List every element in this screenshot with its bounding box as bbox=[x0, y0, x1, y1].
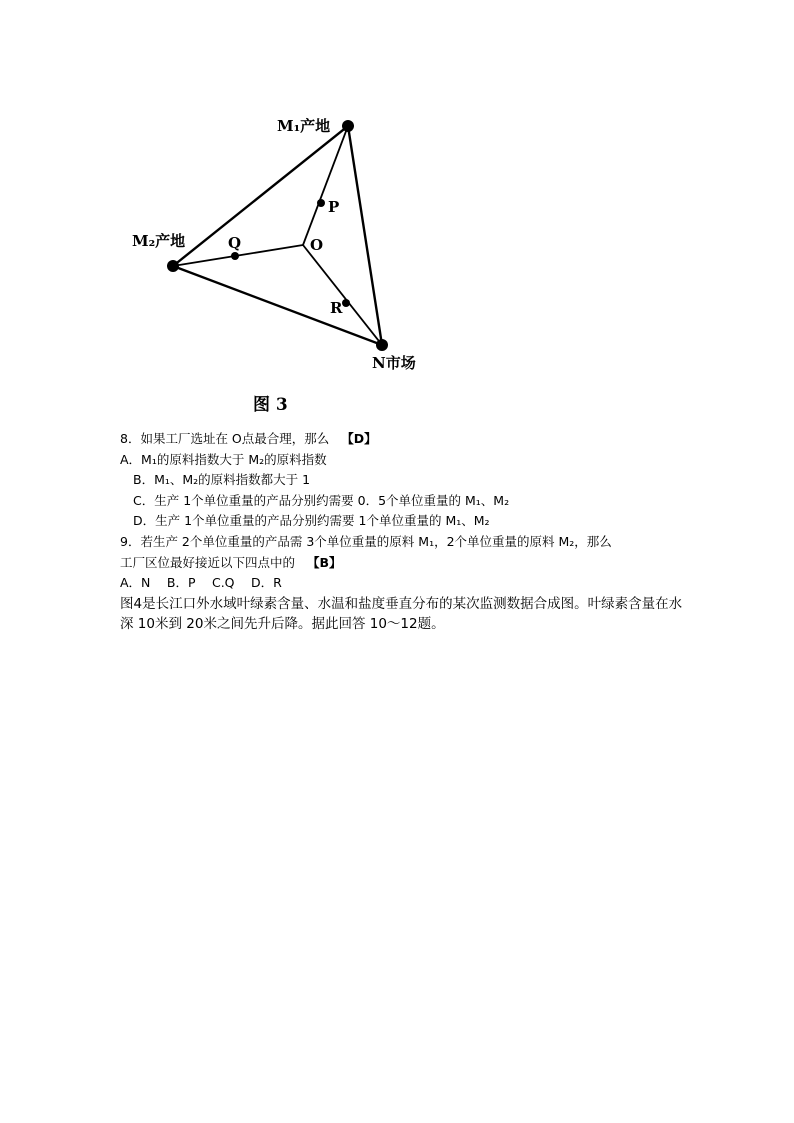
q9-stem-line1: 9．若生产 2个单位重量的产品需 3个单位重量的原料 M₁，2个单位重量的原料 M₂，那么 bbox=[120, 533, 612, 549]
location-triangle-figure bbox=[120, 108, 450, 428]
question-text bbox=[120, 429, 690, 634]
q8-option-b: B．M₁、M₂的原料指数都大于 1 bbox=[133, 472, 311, 488]
q9-stem-line2: 工厂区位最好接近以下四点中的 bbox=[120, 554, 296, 570]
side-m1-n bbox=[348, 126, 382, 345]
label-o: O bbox=[310, 236, 324, 254]
q8-option-a: A．M₁的原料指数大于 M₂的原料指数 bbox=[120, 451, 327, 467]
q9-options: A．N B．P C.Q D．R bbox=[120, 575, 282, 591]
q9-stem-line2-row bbox=[120, 553, 690, 574]
label-q: Q bbox=[228, 234, 242, 252]
intro-paragraph: 图4是长江口外水域叶绿素含量、水温和盐度垂直分布的某次监测数据合成图。叶绿素含量在水深 10米到 20米之间先升后降。据此回答 10～12题。 bbox=[120, 595, 683, 632]
q8-option-d: D．生产 1个单位重量的产品分别约需要 1个单位重量的 M₁、M₂ bbox=[133, 513, 490, 529]
q8-answer: 【D】 bbox=[341, 431, 377, 446]
label-m2: M₂产地 bbox=[132, 232, 186, 250]
point-n bbox=[376, 339, 388, 351]
point-m2 bbox=[167, 260, 179, 272]
q9-answer: 【B】 bbox=[307, 554, 342, 570]
q8-option-c: C．生产 1个单位重量的产品分别约需要 0．5个单位重量的 M₁、M₂ bbox=[133, 492, 510, 508]
label-m1: M₁产地 bbox=[277, 117, 331, 135]
label-r: R bbox=[330, 299, 343, 317]
label-p: P bbox=[328, 198, 340, 216]
figure-caption: 图 3 bbox=[253, 395, 288, 415]
label-n: N市场 bbox=[372, 354, 416, 372]
q8-stem-line bbox=[120, 429, 690, 450]
q8-stem: 8．如果工厂选址在 O点最合理，那么 bbox=[120, 431, 330, 446]
point-r bbox=[342, 299, 350, 307]
point-p bbox=[317, 199, 325, 207]
point-q bbox=[231, 252, 239, 260]
point-m1 bbox=[342, 120, 354, 132]
